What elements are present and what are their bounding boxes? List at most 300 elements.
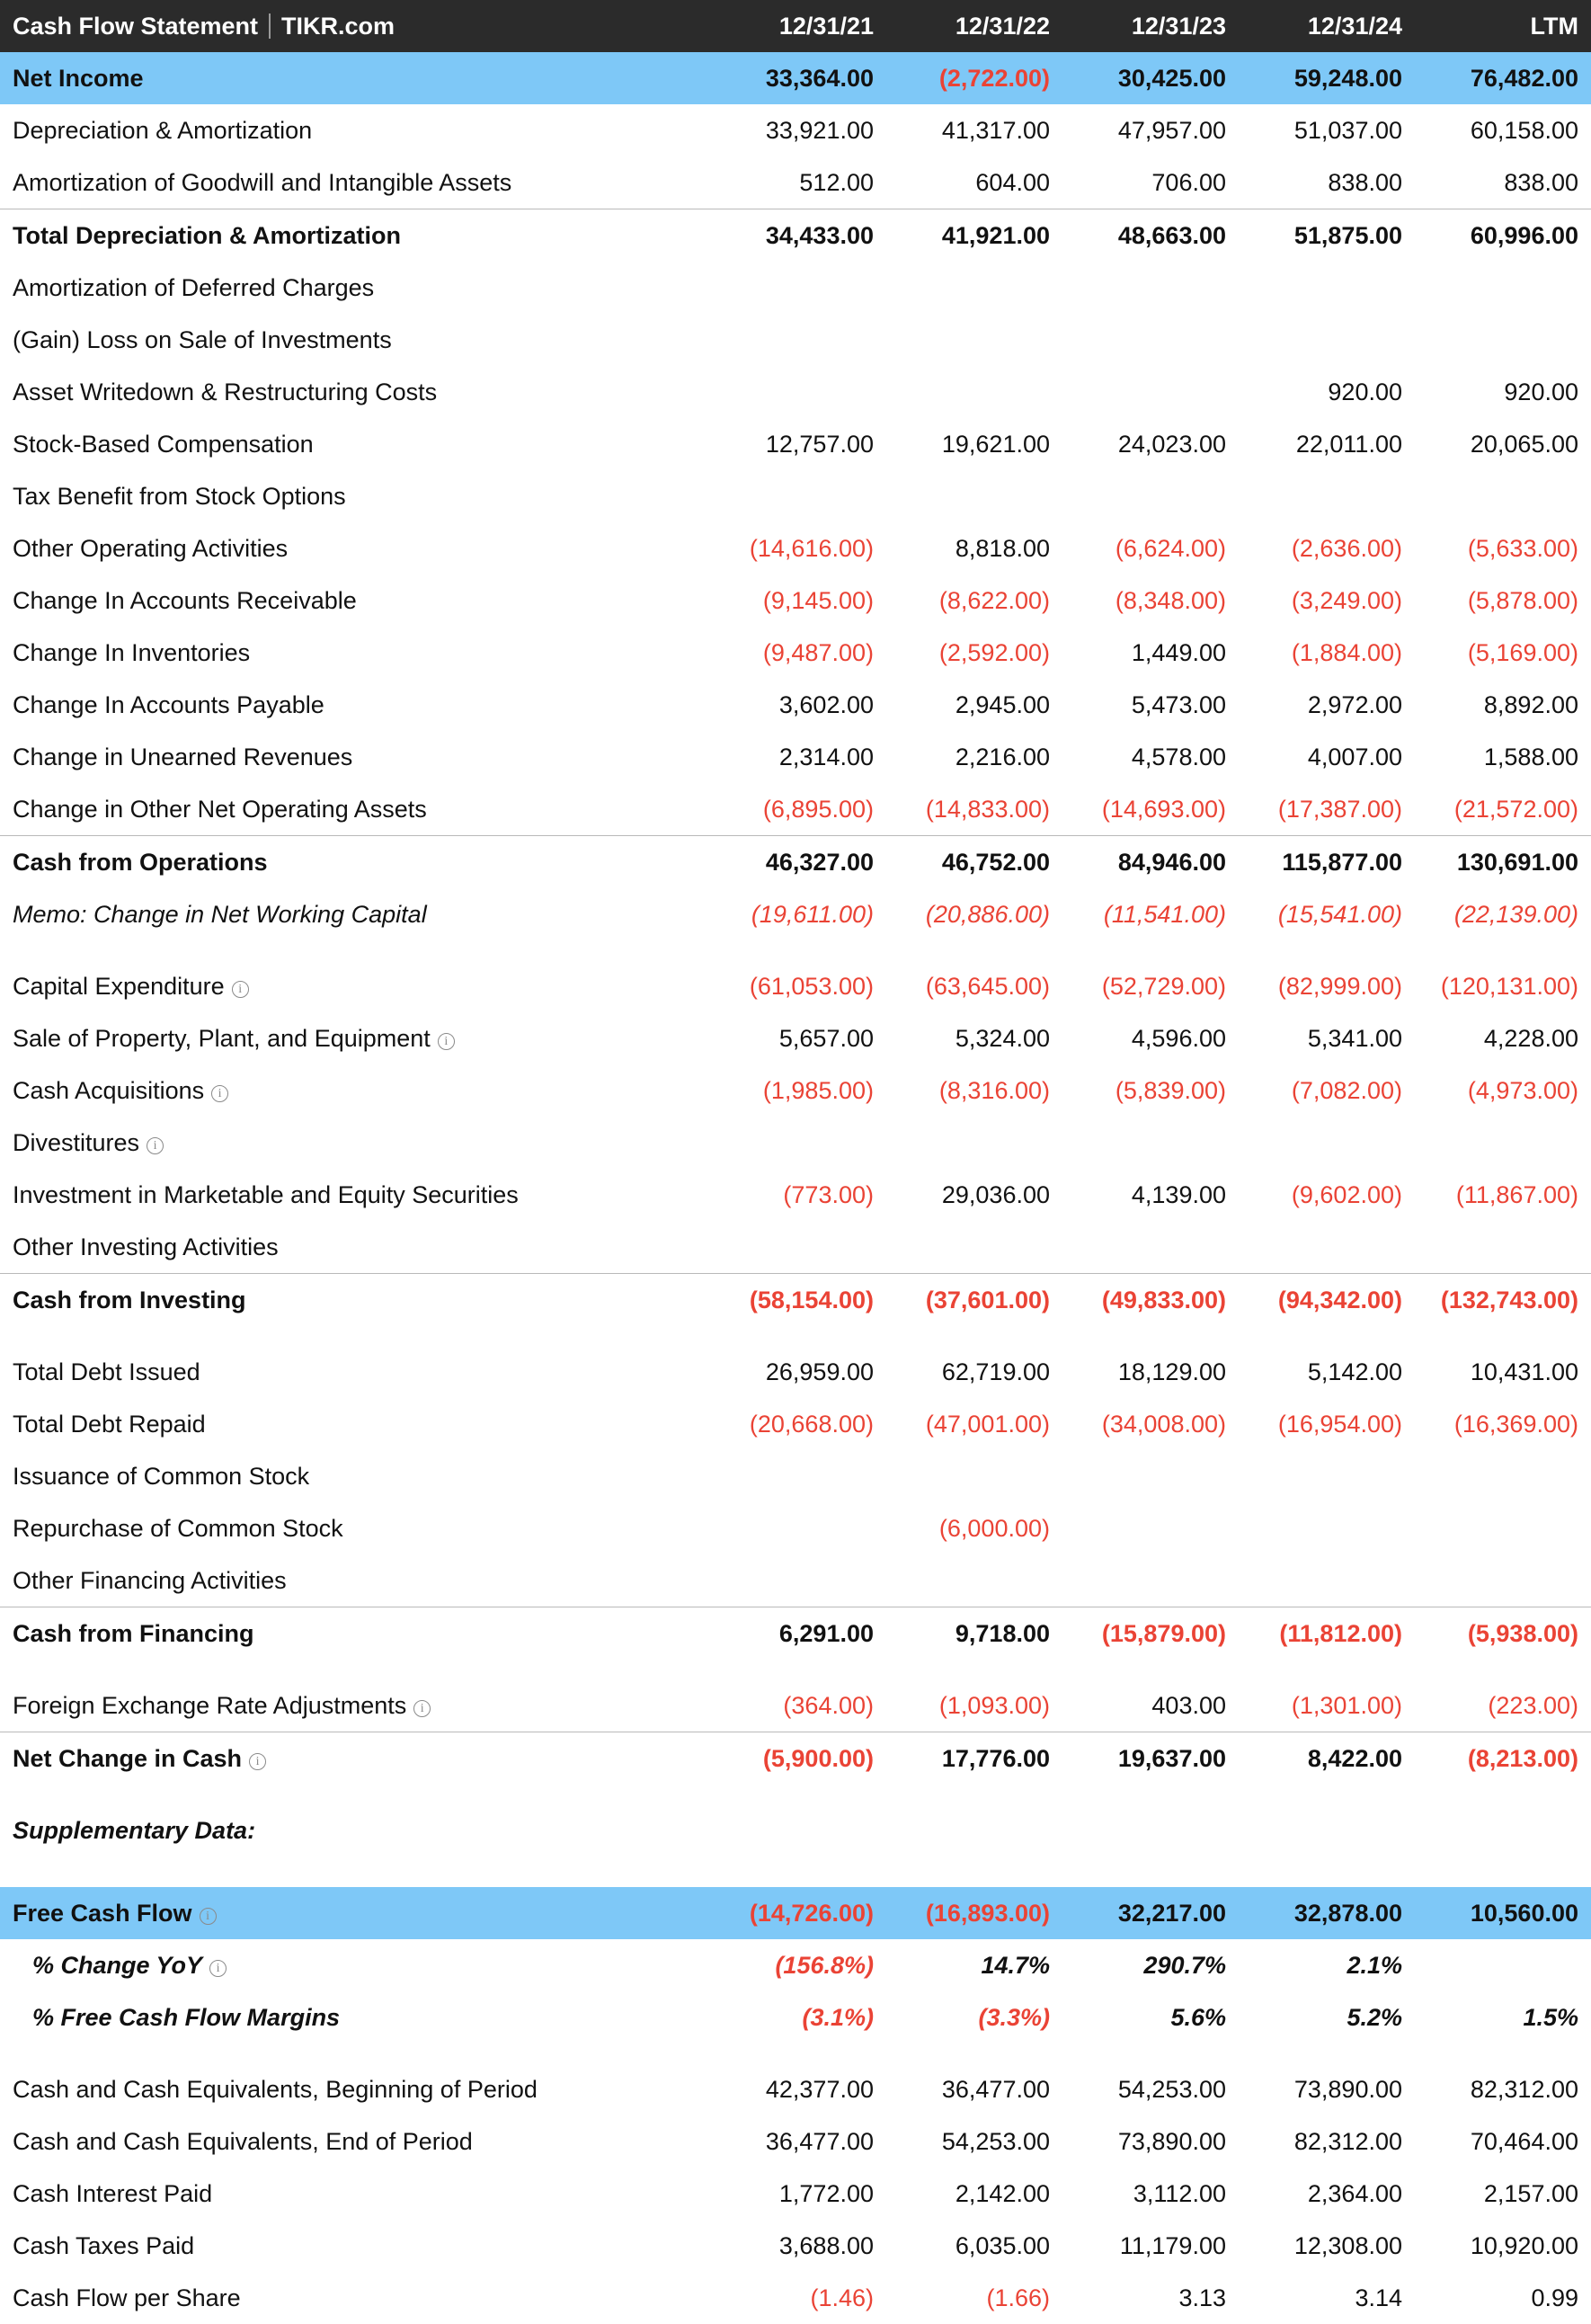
row-value: 70,464.00 xyxy=(1470,2128,1578,2155)
row-label: Cash from Financing xyxy=(13,1620,254,1647)
column-header-5[interactable]: LTM xyxy=(1415,0,1591,52)
row-label: Other Financing Activities xyxy=(0,1554,710,1607)
row-value: 2,364.00 xyxy=(1307,2180,1402,2207)
row-value: 20,065.00 xyxy=(1470,431,1578,458)
row-value: (58,154.00) xyxy=(749,1287,874,1313)
row-value: (3,249.00) xyxy=(1291,587,1402,614)
spacer-cell xyxy=(0,940,1591,960)
row-label: % Free Cash Flow Margins xyxy=(32,2004,341,2031)
row-label: Stock-Based Compensation xyxy=(13,431,314,458)
row-value: 10,560.00 xyxy=(1415,1887,1591,1939)
row-value: (1.46) xyxy=(810,2284,874,2311)
table-row[interactable] xyxy=(0,1502,1591,1554)
row-value: 1,772.00 xyxy=(778,2180,874,2207)
row-value: 29,036.00 xyxy=(941,1181,1050,1208)
row-value: 42,377.00 xyxy=(765,2076,874,2103)
row-value: 18,129.00 xyxy=(1117,1358,1226,1385)
row-value: (773.00) xyxy=(783,1181,874,1208)
row-label: Change In Inventories xyxy=(13,639,251,666)
row-label: Total Depreciation & Amortization xyxy=(13,222,402,249)
row-label: Other Investing Activities xyxy=(0,1221,710,1274)
row-value xyxy=(1239,1502,1415,1554)
row-value xyxy=(1239,314,1415,366)
row-value: 2,945.00 xyxy=(955,691,1050,718)
row-value: 62,719.00 xyxy=(941,1358,1050,1385)
row-value: 2.1% xyxy=(1347,1952,1402,1979)
row-value: 5,473.00 xyxy=(1131,691,1226,718)
table-row[interactable] xyxy=(0,52,1591,104)
row-spacer xyxy=(0,1660,1591,1679)
row-value: 5.2% xyxy=(1347,2004,1402,2031)
table-row[interactable] xyxy=(0,574,1591,627)
row-label-text: Capital Expenditure xyxy=(13,973,225,1000)
row-value xyxy=(710,1502,886,1554)
table-row[interactable] xyxy=(0,209,1591,263)
row-value: 11,179.00 xyxy=(1119,2232,1226,2259)
row-label: Change In Accounts Receivable xyxy=(13,587,357,614)
row-value: 30,425.00 xyxy=(1062,52,1239,104)
table-row[interactable] xyxy=(0,731,1591,783)
row-value: (8,348.00) xyxy=(1115,587,1226,614)
row-value: 604.00 xyxy=(886,156,1062,209)
row-label: Asset Writedown & Restructuring Costs xyxy=(13,378,438,405)
row-value: 1,588.00 xyxy=(1483,744,1578,770)
info-icon[interactable]: i xyxy=(232,981,249,998)
row-spacer xyxy=(0,2044,1591,2063)
row-value: (5,900.00) xyxy=(762,1745,874,1772)
table-row[interactable] xyxy=(0,888,1591,940)
row-value: (6,000.00) xyxy=(938,1515,1050,1542)
info-icon[interactable]: i xyxy=(147,1137,164,1154)
row-value: 84,946.00 xyxy=(1117,849,1226,876)
row-value: 1.5% xyxy=(1523,2004,1578,2031)
row-value: (8,622.00) xyxy=(938,587,1050,614)
row-value: (1,884.00) xyxy=(1291,639,1402,666)
row-value xyxy=(1415,1804,1591,1857)
row-value: (20,668.00) xyxy=(749,1411,874,1438)
info-icon[interactable]: i xyxy=(249,1753,266,1770)
source-label: TIKR.com xyxy=(281,12,396,40)
row-value: 4,228.00 xyxy=(1483,1025,1578,1052)
row-label: Cash Taxes Paid xyxy=(13,2232,195,2259)
table-row[interactable] xyxy=(0,1221,1591,1274)
table-row[interactable] xyxy=(0,366,1591,418)
row-value: (223.00) xyxy=(1415,1679,1591,1732)
row-value: (5,938.00) xyxy=(1467,1620,1578,1647)
table-body xyxy=(0,52,1591,2324)
row-value: 12,757.00 xyxy=(765,431,874,458)
row-value: 59,248.00 xyxy=(1239,52,1415,104)
row-value: (5,878.00) xyxy=(1467,587,1578,614)
row-value xyxy=(886,314,1062,366)
row-value: 5,324.00 xyxy=(955,1025,1050,1052)
row-label: Tax Benefit from Stock Options xyxy=(13,483,346,510)
row-value xyxy=(886,1804,1062,1857)
table-row[interactable] xyxy=(0,1991,1591,2044)
row-label: Total Debt Issued xyxy=(13,1358,200,1385)
row-label: Cash from Operations xyxy=(13,849,268,876)
row-value xyxy=(1239,1450,1415,1502)
row-value: 4,007.00 xyxy=(1307,744,1402,770)
row-value: 73,890.00 xyxy=(1293,2076,1402,2103)
row-value: (16,369.00) xyxy=(1453,1411,1578,1438)
info-icon[interactable]: i xyxy=(211,1085,228,1102)
row-value: 60,158.00 xyxy=(1470,117,1578,144)
row-value xyxy=(710,470,886,522)
row-value xyxy=(1415,1117,1591,1169)
row-value: (1,301.00) xyxy=(1239,1679,1415,1732)
row-value: 9,718.00 xyxy=(955,1620,1050,1647)
row-value: 706.00 xyxy=(1062,156,1239,209)
row-value: 14.7% xyxy=(981,1952,1050,1979)
row-value: (15,879.00) xyxy=(1101,1620,1226,1647)
row-value: (47,001.00) xyxy=(925,1411,1050,1438)
column-header-2[interactable]: 12/31/22 xyxy=(886,0,1062,52)
row-value xyxy=(1062,1221,1239,1274)
row-value: 19,621.00 xyxy=(941,431,1050,458)
row-value xyxy=(1062,1554,1239,1607)
row-value: (37,601.00) xyxy=(925,1287,1050,1313)
row-value: 3.14 xyxy=(1355,2284,1402,2311)
row-value: 1,449.00 xyxy=(1131,639,1226,666)
row-value: (156.8%) xyxy=(775,1952,874,1979)
row-value: 838.00 xyxy=(1239,156,1415,209)
row-value: 12,308.00 xyxy=(1293,2232,1402,2259)
row-label xyxy=(0,960,710,1012)
row-value: (22,139.00) xyxy=(1453,901,1578,928)
row-value: 3,688.00 xyxy=(778,2232,874,2259)
table-row[interactable] xyxy=(0,1450,1591,1502)
table-row[interactable] xyxy=(0,2063,1591,2115)
row-value: (19,611.00) xyxy=(751,901,874,928)
row-value: (2,592.00) xyxy=(938,639,1050,666)
table-row[interactable] xyxy=(0,627,1591,679)
row-value: 10,431.00 xyxy=(1470,1358,1578,1385)
row-value: 6,291.00 xyxy=(778,1620,874,1647)
row-value: (120,131.00) xyxy=(1440,973,1578,1000)
column-header-3[interactable]: 12/31/23 xyxy=(1062,0,1239,52)
row-value xyxy=(1239,1804,1415,1857)
row-value xyxy=(1062,1117,1239,1169)
table-row[interactable] xyxy=(0,104,1591,156)
row-value: 76,482.00 xyxy=(1415,52,1591,104)
row-value: 22,011.00 xyxy=(1295,431,1402,458)
row-value: 130,691.00 xyxy=(1456,849,1578,876)
row-value xyxy=(710,1804,886,1857)
row-value xyxy=(710,366,886,418)
table-row[interactable] xyxy=(0,418,1591,470)
row-value: 82,312.00 xyxy=(1293,2128,1402,2155)
section-heading: Supplementary Data: xyxy=(13,1817,256,1844)
row-value xyxy=(1062,1804,1239,1857)
row-value xyxy=(710,262,886,314)
table-row[interactable] xyxy=(0,1732,1591,1785)
row-label xyxy=(0,1939,710,1991)
table-row[interactable] xyxy=(0,156,1591,209)
row-value: 19,637.00 xyxy=(1117,1745,1226,1772)
row-value: 290.7% xyxy=(1143,1952,1226,1979)
row-value xyxy=(1239,470,1415,522)
info-icon[interactable]: i xyxy=(209,1960,227,1977)
row-value: 3,602.00 xyxy=(778,691,874,718)
row-label: Investment in Marketable and Equity Securities xyxy=(13,1181,519,1208)
row-value: (20,886.00) xyxy=(925,901,1050,928)
row-value: 920.00 xyxy=(1328,378,1402,405)
row-value: (94,342.00) xyxy=(1277,1287,1402,1313)
row-value xyxy=(1415,1502,1591,1554)
row-value: 115,877.00 xyxy=(1282,849,1402,876)
row-label xyxy=(0,1679,710,1732)
table-row[interactable] xyxy=(0,2115,1591,2168)
row-value: 8,422.00 xyxy=(1307,1745,1402,1772)
table-row[interactable] xyxy=(0,1607,1591,1661)
row-value: (49,833.00) xyxy=(1101,1287,1226,1313)
row-value: 4,578.00 xyxy=(1131,744,1226,770)
row-value xyxy=(1062,1450,1239,1502)
row-value: (7,082.00) xyxy=(1291,1077,1402,1104)
row-value: 2,216.00 xyxy=(955,744,1050,770)
row-value: (6,624.00) xyxy=(1115,535,1226,562)
row-value xyxy=(886,1117,1062,1169)
row-value: 82,312.00 xyxy=(1470,2076,1578,2103)
row-value: 73,890.00 xyxy=(1117,2128,1226,2155)
row-label: Cash and Cash Equivalents, Beginning of Period xyxy=(13,2076,538,2103)
row-label: Cash Interest Paid xyxy=(13,2180,213,2207)
info-icon[interactable]: i xyxy=(413,1700,431,1717)
info-icon[interactable]: i xyxy=(200,1908,217,1925)
row-spacer xyxy=(0,940,1591,960)
row-label-text: Foreign Exchange Rate Adjustments xyxy=(13,1692,407,1719)
row-value xyxy=(886,262,1062,314)
row-value: (364.00) xyxy=(710,1679,886,1732)
row-value: 54,253.00 xyxy=(1117,2076,1226,2103)
row-label: Amortization of Goodwill and Intangible Assets xyxy=(0,156,710,209)
row-value: 32,217.00 xyxy=(1062,1887,1239,1939)
row-value: 920.00 xyxy=(1504,378,1578,405)
spacer-cell xyxy=(0,1660,1591,1679)
row-label: Other Operating Activities xyxy=(13,535,289,562)
table-row[interactable] xyxy=(0,1554,1591,1607)
row-value xyxy=(1239,1554,1415,1607)
row-value: 3,112.00 xyxy=(1133,2180,1226,2207)
row-value: (6,895.00) xyxy=(710,783,886,836)
row-value: 46,327.00 xyxy=(765,849,874,876)
row-value xyxy=(886,1554,1062,1607)
table-row[interactable] xyxy=(0,1346,1591,1398)
table-row[interactable] xyxy=(0,1887,1591,1939)
row-value: (17,387.00) xyxy=(1239,783,1415,836)
row-value: 60,996.00 xyxy=(1470,222,1578,249)
row-value xyxy=(1062,1502,1239,1554)
row-value: (14,616.00) xyxy=(749,535,874,562)
row-label xyxy=(0,1117,710,1169)
column-header-4[interactable]: 12/31/24 xyxy=(1239,0,1415,52)
row-value: 54,253.00 xyxy=(941,2128,1050,2155)
row-value xyxy=(886,1221,1062,1274)
table-row[interactable] xyxy=(0,314,1591,366)
row-value: (16,954.00) xyxy=(1277,1411,1402,1438)
table-row[interactable] xyxy=(0,783,1591,836)
row-label: Cash and Cash Equivalents, End of Period xyxy=(13,2128,473,2155)
row-value xyxy=(1062,262,1239,314)
row-value: 51,875.00 xyxy=(1293,222,1402,249)
row-spacer xyxy=(0,1857,1591,1887)
row-label: Depreciation & Amortization xyxy=(13,117,313,144)
row-value xyxy=(1415,470,1591,522)
table-row[interactable] xyxy=(0,262,1591,314)
row-value: 48,663.00 xyxy=(1117,222,1226,249)
row-label: Repurchase of Common Stock xyxy=(13,1515,343,1542)
table-row[interactable] xyxy=(0,1117,1591,1169)
table-row[interactable] xyxy=(0,470,1591,522)
row-value: 5,142.00 xyxy=(1307,1358,1402,1385)
row-value: (3.3%) xyxy=(978,2004,1050,2031)
table-header xyxy=(0,0,1591,52)
table-row[interactable] xyxy=(0,1064,1591,1117)
row-value: (11,541.00) xyxy=(1103,901,1226,928)
row-value: (3.1%) xyxy=(802,2004,874,2031)
row-value: 17,776.00 xyxy=(941,1745,1050,1772)
row-value: 5,657.00 xyxy=(778,1025,874,1052)
table-row[interactable] xyxy=(0,522,1591,574)
row-value: 0.99 xyxy=(1531,2284,1578,2311)
row-value: 2,157.00 xyxy=(1483,2180,1578,2207)
info-icon[interactable]: i xyxy=(438,1033,455,1050)
row-label: Issuance of Common Stock xyxy=(13,1463,310,1490)
table-row[interactable] xyxy=(0,836,1591,889)
row-value: 24,023.00 xyxy=(1117,431,1226,458)
table-row[interactable] xyxy=(0,1012,1591,1064)
spacer-cell xyxy=(0,1857,1591,1887)
row-value xyxy=(886,1450,1062,1502)
row-value: (9,145.00) xyxy=(762,587,874,614)
row-value xyxy=(1239,262,1415,314)
row-value: (34,008.00) xyxy=(1101,1411,1226,1438)
row-value xyxy=(710,1221,886,1274)
row-value: 26,959.00 xyxy=(765,1358,874,1385)
row-value: 5.6% xyxy=(1170,2004,1226,2031)
statement-title-cell xyxy=(0,0,710,52)
table-row[interactable] xyxy=(0,1679,1591,1732)
row-spacer xyxy=(0,1326,1591,1346)
title-separator xyxy=(269,13,271,39)
row-label-text: Net Change in Cash xyxy=(13,1745,243,1772)
row-label-text: Cash Acquisitions xyxy=(13,1077,205,1104)
row-value: 41,317.00 xyxy=(941,117,1050,144)
table-row[interactable] xyxy=(0,1169,1591,1221)
row-value xyxy=(1415,1939,1591,1991)
row-label-text: % Change YoY xyxy=(32,1952,203,1979)
row-value: (4,973.00) xyxy=(1467,1077,1578,1104)
row-spacer xyxy=(0,1785,1591,1804)
row-value: 6,035.00 xyxy=(955,2232,1050,2259)
row-value xyxy=(710,1117,886,1169)
row-value: 2,314.00 xyxy=(778,744,874,770)
row-label-text: Sale of Property, Plant, and Equipment xyxy=(13,1025,431,1052)
row-label xyxy=(0,1064,710,1117)
row-value: (11,812.00) xyxy=(1279,1620,1402,1647)
row-value: (2,636.00) xyxy=(1291,535,1402,562)
row-value: (14,833.00) xyxy=(886,783,1062,836)
row-value: (16,893.00) xyxy=(886,1887,1062,1939)
row-value: (9,487.00) xyxy=(762,639,874,666)
column-header-1[interactable]: 12/31/21 xyxy=(710,0,886,52)
row-value: 33,921.00 xyxy=(765,117,874,144)
row-value: (1,985.00) xyxy=(762,1077,874,1104)
statement-title: Cash Flow Statement xyxy=(13,12,259,40)
row-label xyxy=(0,1012,710,1064)
row-label: (Gain) Loss on Sale of Investments xyxy=(13,326,392,353)
row-label: Amortization of Deferred Charges xyxy=(13,274,375,301)
row-value xyxy=(1062,366,1239,418)
row-value: 10,920.00 xyxy=(1470,2232,1578,2259)
row-value xyxy=(1415,262,1591,314)
row-label: Net Income xyxy=(0,52,710,104)
table-row[interactable] xyxy=(0,679,1591,731)
row-label: Cash from Investing xyxy=(13,1287,246,1313)
row-value: (21,572.00) xyxy=(1415,783,1591,836)
row-label xyxy=(0,1887,710,1939)
row-value: 2,142.00 xyxy=(955,2180,1050,2207)
row-value: (82,999.00) xyxy=(1277,973,1402,1000)
table-row[interactable] xyxy=(0,1939,1591,1991)
row-value: (11,867.00) xyxy=(1455,1181,1578,1208)
row-value xyxy=(1062,470,1239,522)
row-value: 5,341.00 xyxy=(1307,1025,1402,1052)
row-label: Total Debt Repaid xyxy=(13,1411,206,1438)
row-value xyxy=(1415,1221,1591,1274)
table-row[interactable] xyxy=(0,1398,1591,1450)
row-value xyxy=(710,1450,886,1502)
row-label: Change In Accounts Payable xyxy=(13,691,324,718)
row-value: (5,633.00) xyxy=(1467,535,1578,562)
row-value: (5,169.00) xyxy=(1467,639,1578,666)
row-value: 838.00 xyxy=(1415,156,1591,209)
row-value xyxy=(1415,314,1591,366)
row-value: (1.66) xyxy=(986,2284,1050,2311)
row-label-text: Free Cash Flow xyxy=(13,1900,192,1927)
row-value: 4,596.00 xyxy=(1131,1025,1226,1052)
row-value: (8,316.00) xyxy=(938,1077,1050,1104)
row-value xyxy=(1415,1450,1591,1502)
row-value xyxy=(1239,1117,1415,1169)
row-value: 47,957.00 xyxy=(1117,117,1226,144)
row-value: 2,972.00 xyxy=(1307,691,1402,718)
header-row xyxy=(0,0,1591,52)
row-value: 8,818.00 xyxy=(955,535,1050,562)
row-value: 8,892.00 xyxy=(1483,691,1578,718)
row-value xyxy=(710,1554,886,1607)
spacer-cell xyxy=(0,2044,1591,2063)
row-value xyxy=(886,366,1062,418)
row-value: 32,878.00 xyxy=(1239,1887,1415,1939)
row-value: (8,213.00) xyxy=(1467,1745,1578,1772)
row-value: (61,053.00) xyxy=(749,973,874,1000)
table-row[interactable] xyxy=(0,2168,1591,2220)
row-label-text: Divestitures xyxy=(13,1129,140,1156)
row-label: Cash Flow per Share xyxy=(13,2284,241,2311)
row-value: 51,037.00 xyxy=(1293,117,1402,144)
row-value: (52,729.00) xyxy=(1101,973,1226,1000)
table-row[interactable] xyxy=(0,2220,1591,2272)
row-value: 36,477.00 xyxy=(765,2128,874,2155)
row-value: (5,839.00) xyxy=(1115,1077,1226,1104)
table-row[interactable] xyxy=(0,2272,1591,2324)
table-row[interactable] xyxy=(0,1274,1591,1327)
table-row[interactable] xyxy=(0,960,1591,1012)
row-label: Memo: Change in Net Working Capital xyxy=(13,901,427,928)
row-label xyxy=(0,1732,710,1785)
